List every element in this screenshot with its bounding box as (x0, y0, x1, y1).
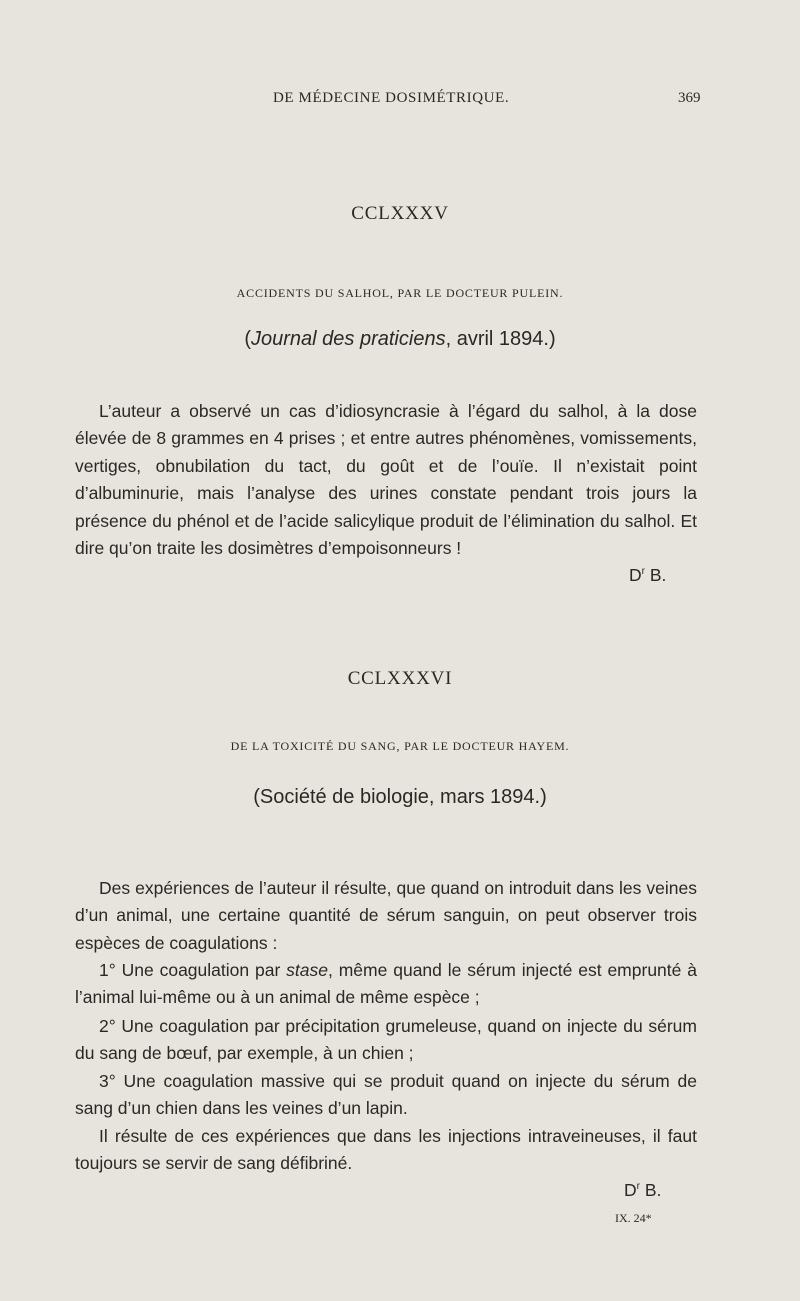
article-heading: DE LA TOXICITÉ DU SANG, PAR LE DOCTEUR HAYEM. (230, 739, 570, 753)
emphasis: stase (286, 960, 328, 980)
page-number: 369 (678, 90, 701, 106)
article-number: CCLXXXVI (347, 668, 453, 689)
article-paragraph: Des expériences de l’auteur il résulte, que quand on introduit dans les veines d’un animal, une certaine quantité de sérum sanguin, on peut observer trois espèces de coagulations : (75, 878, 697, 953)
article-paragraph: Il résulte de ces expériences que dans les injections intraveineuses, il faut toujours se servir de sang défibriné. (75, 1126, 697, 1174)
journal-title: Journal des praticiens (251, 328, 446, 350)
list-item: 3° Une coagulation massive qui se produit quand on injecte du sérum de sang d’un chien dans les veines d’un lapin. (75, 1071, 697, 1119)
list-item: 2° Une coagulation par précipitation grumeleuse, quand on injecte du sérum du sang de bœuf, par exemple, à un chien ; (75, 1016, 697, 1064)
running-title: DE MÉDECINE DOSIMÉTRIQUE. (273, 90, 510, 106)
signature: $D^r$ B. (624, 1180, 662, 1200)
article-source: (Journal des praticiens, avril 1894.) (244, 328, 556, 350)
article-source: (Société de biologie, mars 1894.) (253, 786, 547, 808)
article-heading: ACCIDENTS DU SALHOL, PAR LE DOCTEUR PULEIN. (236, 286, 564, 300)
article-paragraph: L’auteur a observé un cas d’idiosyncrasie à l’égard du salhol, à la dose élevée de 8 grammes en 4 prises ; et entre autres phénomènes, vomissements, vertiges, obnubilation du tact, du goût et de l’ouïe. Il n’existait point d’albuminurie, mais l’analyse des urines constate pendant trois jours la présence du phénol et de l’acide salicylique produit de l’élimination du salhol. Et dire qu’on traite les dosimètres d’empoisonneurs ! (75, 401, 697, 559)
signature: $D^r$ B. (629, 565, 667, 585)
list-item: 1° Une coagulation par stase, même quand le sérum injecté est emprunté à l’animal lui-même ou à un animal de même espèce ; (75, 960, 697, 1008)
article-number: CCLXXXV (351, 203, 449, 224)
signature-mark: IX. 24* (615, 1211, 652, 1225)
running-head (0, 90, 800, 112)
